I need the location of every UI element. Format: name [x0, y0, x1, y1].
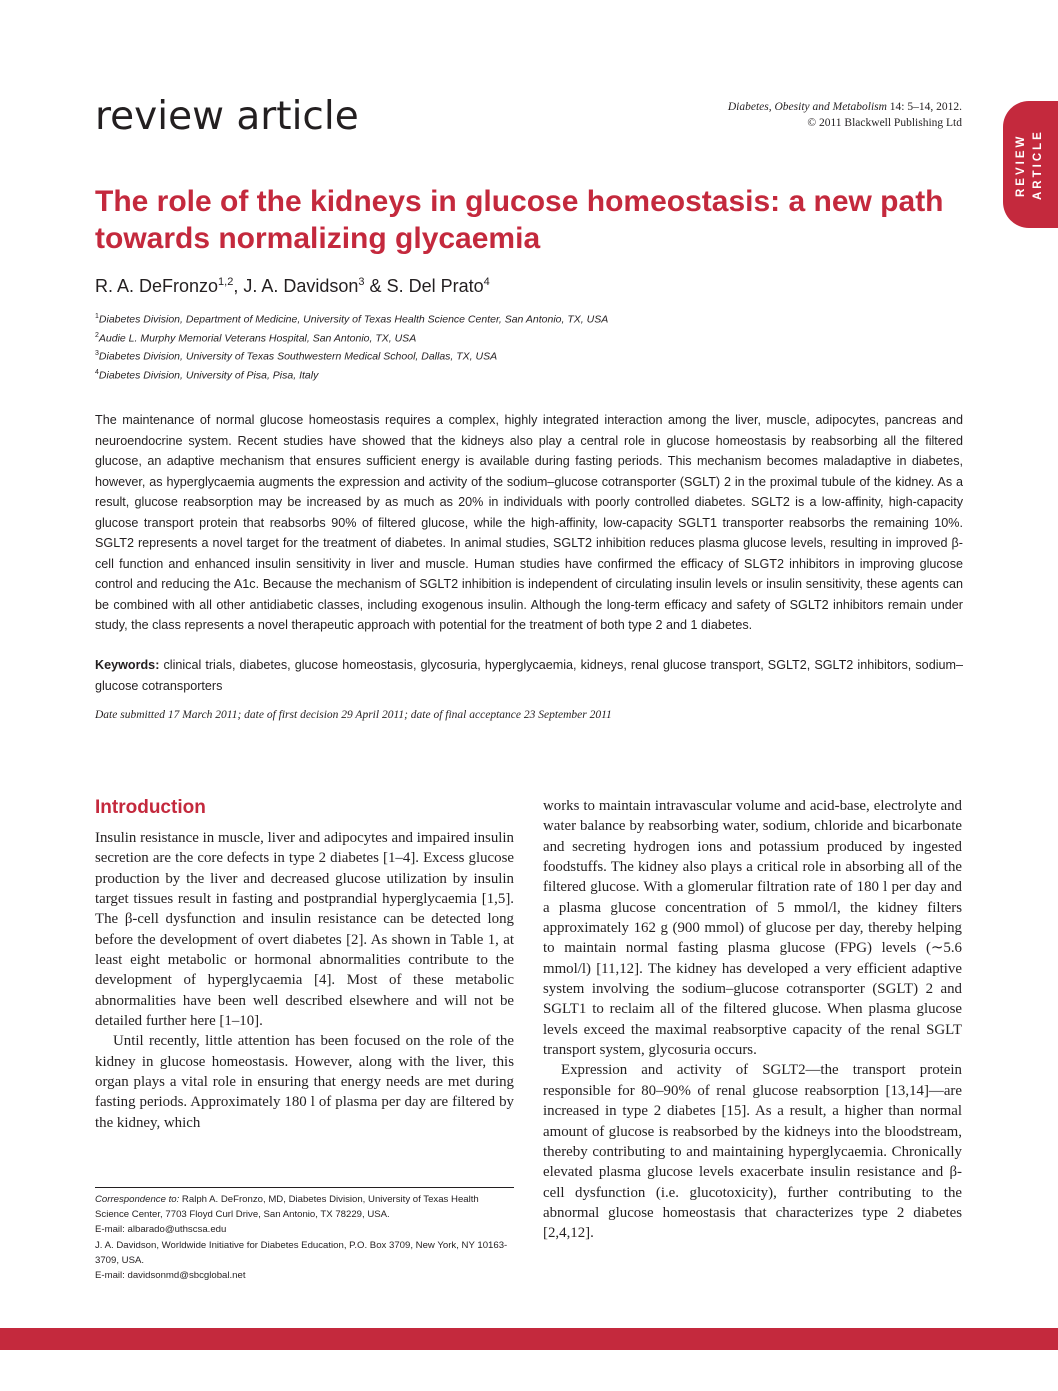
affiliation-item [95, 365, 608, 384]
correspondence-address: J. A. Davidson, Worldwide Initiative for Diabetes Education, P.O. Box 3709, New York, NY 10163-3709, USA. [95, 1239, 508, 1266]
affiliation-number: 1 [95, 313, 99, 320]
correspondence-note [95, 1192, 514, 1283]
side-tab-label: REVIEW ARTICLE [1015, 129, 1044, 201]
submission-dates: Date submitted 17 March 2011; date of first decision 29 April 2011; date of final acceptance 23 September 2011 [95, 709, 612, 721]
body-paragraph: Until recently, little attention has been focused on the role of the kidney in glucose homeostasis. However, along with the liver, this organ plays a vital role in ensuring that energy needs are met during fasting periods. Approximately 180 l of plasma per day are filtered by the kidney, which [95, 1033, 514, 1131]
keywords [95, 655, 963, 696]
author-separator: & [364, 276, 387, 296]
left-column [95, 828, 514, 1133]
affiliation-item [95, 309, 608, 328]
copyright: © 2011 Blackwell Publishing Ltd [807, 117, 962, 129]
affiliation-text: Diabetes Division, Department of Medicine, University of Texas Health Science Center, San Antonio, TX, USA [98, 313, 609, 326]
affiliation-number: 2 [95, 331, 99, 339]
body-paragraph: Insulin resistance in muscle, liver and adipocytes and impaired insulin secretion are the core defects in type 2 diabetes [1–4]. Excess glucose production by the liver and decreased glucose utilization by insulin target tissues result in fasting and postprandial hyperglycaemia [1,5]. The β-cell dysfunction and insulin resistance can be detected long before the development of overt diabetes [2]. As shown in Table 1, at least eight metabolic or hormonal abnormalities contribute to the development of hyperglycaemia [4]. Most of these metabolic abnormalities have been well described elsewhere and will not be detailed further here [1–10]. [95, 830, 514, 1030]
affiliation-text: Audie L. Murphy Memorial Veterans Hospital, San Antonio, TX, USA [98, 332, 417, 345]
article-title: The role of the kidneys in glucose homeostasis: a new path towards normalizing glycaemia [95, 185, 944, 255]
abstract: The maintenance of normal glucose homeostasis requires a complex, highly integrated interaction among the liver, muscle, adipocytes, pancreas and neuroendocrine system. Recent studies have showed that the kidneys also play a central role in glucose homeostasis by reabsorbing all the filtered glucose, an adaptive mechanism that ensures sufficient energy is available during fasting periods. This mechanism becomes maladaptive in diabetes, however, as hyperglycaemia augments the expression and activity of the sodium–glucose cotransporter (SGLT) 2 in the proximal tubule of the kidney. As a result, glucose reabsorption may be increased by as much as 20% in individuals with poorly controlled diabetes. SGLT2 is a low-affinity, high-capacity glucose transport protein that reabsorbs 90% of filtered glucose, while the high-affinity, low-capacity SGLT1 transporter reabsorbs the remaining 10%. SGLT2 represents a novel target for the treatment of diabetes. In animal studies, SGLT2 inhibition reduces plasma glucose levels, resulting in improved β-cell function and enhanced insulin sensitivity in liver and muscle. Human studies have confirmed the efficacy of SLGT2 inhibitors in improving glucose control and reducing the A1c. Because the mechanism of SGLT2 inhibition is independent of circulating insulin levels or insulin sensitivity, these agents can be combined with all other antidiabetic classes, including exogenous insulin. Although the long-term efficacy and safety of SGLT2 inhibitors remain under study, the class represents a novel therapeutic approach with potential for the treatment of both type 2 and 1 diabetes. [95, 413, 963, 632]
body-paragraph: Expression and activity of SGLT2—the transport protein responsible for 80–90% of renal glucose reabsorption [13,14]—are increased in type 2 diabetes [15]. As a result, a higher than normal amount of glucose is reabsorbed by the kidneys into the bloodstream, thereby contributing to and maintaining hyperglycaemia. Chronically elevated plasma glucose levels exacerbate insulin resistance and β-cell dysfunction (i.e. glucotoxicity), further contributing to the abnormal glucose homeostasis that characterizes type 2 diabetes [2,4,12]. [543, 1062, 962, 1242]
author-list [95, 276, 490, 297]
author-affiliation-sup: 3 [358, 276, 365, 288]
affiliation-item [95, 328, 608, 347]
affiliation-number: 3 [95, 350, 99, 358]
author-name: J. A. Davidson [243, 276, 359, 296]
affiliation-item [95, 346, 608, 365]
correspondence-address: Ralph A. DeFronzo, MD, Diabetes Division, University of Texas Health Science Center, 7703 Floyd Curl Drive, San Antonio, TX 78229, USA. [95, 1194, 479, 1221]
author-affiliation-sup: 4 [483, 276, 490, 288]
journal-citation: 14: 5–14, 2012. [886, 101, 962, 113]
author-separator: , [233, 276, 244, 296]
side-tab [1003, 101, 1058, 228]
affiliation-text: Diabetes Division, University of Pisa, Pisa, Italy [98, 369, 319, 382]
correspondence-email: E-mail: davidsonmd@sbcglobal.net [95, 1270, 246, 1282]
footer-bar [0, 1328, 1058, 1350]
correspondence-email: E-mail: albarado@uthscsa.edu [95, 1224, 227, 1236]
affiliation-text: Diabetes Division, University of Texas Southwestern Medical School, Dallas, TX, USA [98, 350, 498, 363]
author-name: S. Del Prato [386, 276, 484, 296]
footnote-divider [95, 1187, 514, 1188]
introduction-heading: Introduction [95, 797, 206, 818]
author-name: R. A. DeFronzo [95, 276, 219, 296]
section-label: review article [95, 94, 359, 139]
journal-info [728, 99, 962, 131]
correspondence-line [95, 1192, 514, 1222]
keywords-label: Keywords: [95, 658, 160, 672]
journal-name: Diabetes, Obesity and Metabolism [727, 101, 887, 113]
author-affiliation-sup: 1,2 [218, 276, 234, 288]
correspondence-label: Correspondence to: [95, 1194, 180, 1205]
right-column [543, 796, 962, 1244]
affiliation-list [95, 309, 608, 384]
keywords-text: clinical trials, diabetes, glucose homeostasis, glycosuria, hyperglycaemia, kidneys, renal glucose transport, SGLT2, SGLT2 inhibitors, sodium–glucose cotransporters [95, 658, 963, 693]
affiliation-number: 4 [95, 369, 99, 377]
body-paragraph: works to maintain intravascular volume and acid-base, electrolyte and water balance by reabsorbing water, sodium, chloride and bicarbonate and secreting hydrogen ions and potassium produced by ingested foodstuffs. The kidney also plays a critical role in absorbing all of the filtered glucose. With a glomerular filtration rate of 180 l per day and a plasma glucose concentration of 5 mmol/l, the kidney filters approximately 162 g (900 mmol) of glucose per day, thereby helping to maintain normal fasting plasma glucose (FPG) levels (∼5.6 mmol/l) [11,12]. The kidney has developed a very efficient adaptive system involving the sodium–glucose cotransporter (SGLT) 2 and SGLT1 to reclaim all of the filtered glucose. When plasma glucose levels exceed the maximal reabsorptive capacity of the renal SGLT transport system, glycosuria occurs. [543, 798, 962, 1059]
